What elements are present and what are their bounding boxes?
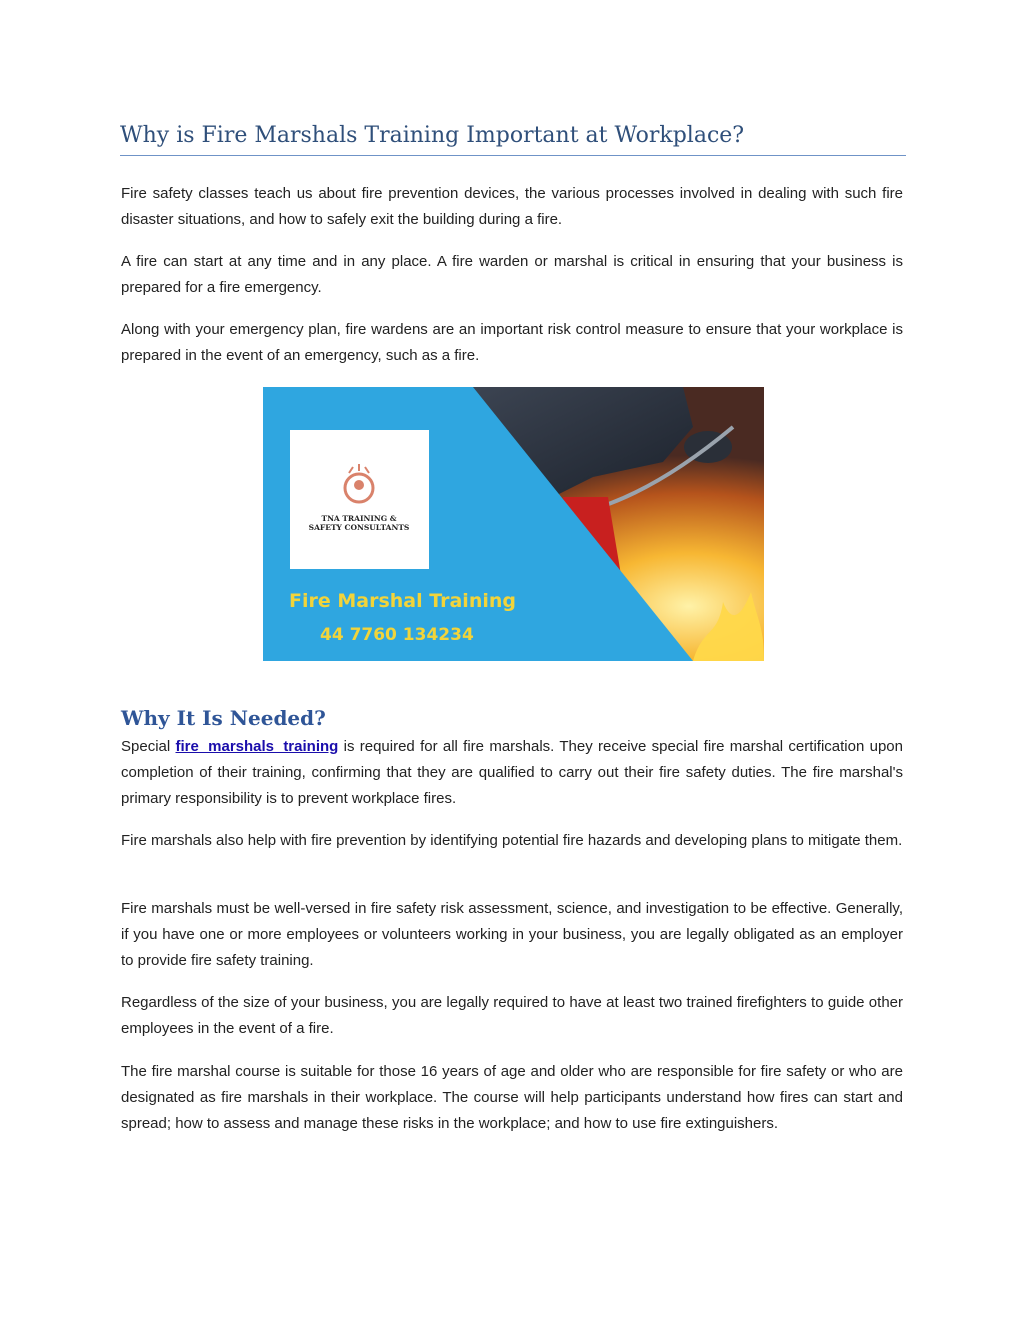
section-paragraph-1	[121, 734, 903, 812]
intro-paragraph-3: Along with your emergency plan, fire wardens are an important risk control measure to ensure that your workplace is prepared in the event of an emergency, such as a fire.	[121, 321, 903, 364]
page-title: Why is Fire Marshals Training Important at Workplace?	[120, 123, 745, 148]
title-divider	[120, 155, 906, 156]
section-paragraph-1-end: is required for all fire marshals. They receive special fire marshal certification upon completion of their training, confirming that they are qualified to carry out their fire safety duties. The fire marshal's primary responsibility is to prevent workplace fires.	[121, 738, 903, 807]
company-logo-card	[290, 430, 429, 569]
logo-text-line1: TNA TRAINING &	[321, 514, 397, 523]
banner-headline: Fire Marshal Training	[289, 590, 516, 612]
banner-phone: 44 7760 134234	[320, 625, 474, 645]
intro-paragraph-1: Fire safety classes teach us about fire prevention devices, the various processes involved in dealing with such fire disaster situations, and how to safely exit the building during a fire.	[121, 185, 903, 228]
section-paragraph-1-start: Special	[121, 738, 176, 755]
section-heading: Why It Is Needed?	[121, 706, 326, 730]
fire-marshals-training-link[interactable]: fire marshals training	[175, 738, 339, 755]
fire-marshal-training-banner	[263, 387, 764, 661]
section-paragraph-4: Regardless of the size of your business, you are legally required to have at least two trained firefighters to guide other employees in the event of a fire.	[121, 994, 903, 1037]
section-paragraph-5: The fire marshal course is suitable for those 16 years of age and older who are responsible for fire safety or who are designated as fire marshals in their workplace. The course will help participants understand how fires can start and spread; how to assess and manage these risks in the workplace; and how to use fire extinguishers.	[121, 1063, 903, 1132]
section-paragraph-2: Fire marshals also help with fire prevention by identifying potential fire hazards and developing plans to mitigate them.	[121, 832, 903, 849]
section-paragraph-3: Fire marshals must be well-versed in fire safety risk assessment, science, and investigation to be effective. Generally, if you have one or more employees or volunteers working in your business, you are legally obligated as an employer to provide fire safety training.	[121, 900, 903, 969]
logo-text-line2: SAFETY CONSULTANTS	[308, 523, 410, 532]
intro-paragraph-2: A fire can start at any time and in any place. A fire warden or marshal is critical in ensuring that your business is prepared for a fire emergency.	[121, 253, 903, 296]
